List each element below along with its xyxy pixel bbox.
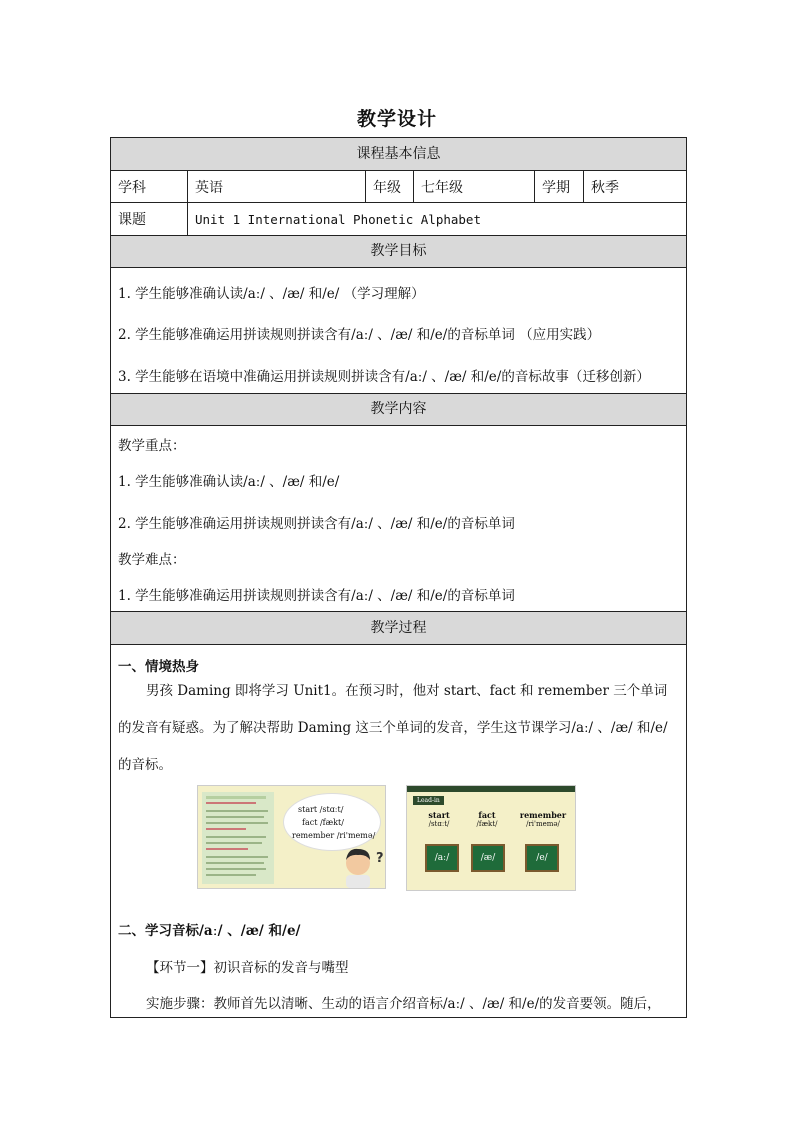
- sound-symbol: /e/: [536, 853, 548, 863]
- lead-in-word: remember: [519, 810, 567, 820]
- slide-image-textbook: [197, 785, 386, 889]
- chalkboard-sound: [525, 844, 559, 872]
- slide-word-line: start /stɑːt/: [298, 805, 344, 814]
- topic-label: 课题: [111, 203, 188, 235]
- page-title: 教学设计: [356, 108, 437, 130]
- section-header-content: 教学内容: [111, 394, 686, 426]
- slide-top-bar: [407, 786, 576, 792]
- section-header-process: 教学过程: [111, 612, 686, 645]
- section-header-objectives: 教学目标: [111, 236, 686, 268]
- objective-item: 2. 学生能够准确运用拼读规则拼读含有/aː/ 、/æ/ 和/e/的音标单词 （应用实践）: [118, 327, 601, 343]
- slide-word-line: fact /fækt/: [302, 818, 344, 827]
- objective-item: 3. 学生能够在语境中准确运用拼读规则拼读含有/aː/ 、/æ/ 和/e/的音标故事（迁移创新）: [118, 369, 650, 385]
- process-body: [111, 645, 686, 1017]
- section-header-basic-info: 课程基本信息: [111, 138, 686, 171]
- word-column-remember: [515, 810, 571, 828]
- step1-title: 【环节一】初识音标的发音与嘴型: [146, 960, 349, 976]
- word-column-fact: [469, 810, 505, 828]
- warmup-paragraph: 男孩 Daming 即将学习 Unit1。在预习时，他对 start、fact 和 remember 三个单词的发音有疑惑。为了解决帮助 Daming 这三个单词的发音，学生这节课学习/aː/ 、/æ/ 和/e/的音标。: [118, 683, 668, 773]
- chalkboard-sound: [425, 844, 459, 872]
- subject-label: 学科: [111, 171, 188, 202]
- lead-in-badge: Lead-in: [413, 796, 444, 805]
- step1-text: 实施步骤：教师首先以清晰、生动的语言介绍音标/aː/ 、/æ/ 和/e/的发音要领。随后，: [146, 996, 661, 1012]
- sound-symbol: /aː/: [434, 853, 450, 863]
- topic-row: [111, 203, 686, 236]
- lesson-plan-table: [110, 137, 687, 1018]
- chalkboard-sound: [471, 844, 505, 872]
- slide-image-lead-in: [406, 785, 576, 891]
- word-column-start: [419, 810, 459, 828]
- key-point-item: 2. 学生能够准确运用拼读规则拼读含有/aː/ 、/æ/ 和/e/的音标单词: [118, 516, 515, 532]
- sound-symbol: /æ/: [480, 853, 496, 863]
- objectives-body: [111, 268, 686, 394]
- info-row: [111, 171, 686, 203]
- difficult-point-item: 1. 学生能够准确运用拼读规则拼读含有/aː/ 、/æ/ 和/e/的音标单词: [118, 588, 515, 604]
- grade-value: 七年级: [414, 171, 535, 202]
- difficult-points-label: 教学难点：: [118, 552, 186, 568]
- key-point-item: 1. 学生能够准确认读/aː/ 、/æ/ 和/e/: [118, 474, 340, 490]
- section-title-warmup: 一、情境热身: [118, 659, 199, 675]
- svg-text:?: ?: [376, 851, 384, 866]
- lead-in-word: fact: [478, 810, 496, 820]
- slide-word-line: remember /ri'memə/: [292, 831, 376, 840]
- section-title-learn-sounds: 二、学习音标/aː/ 、/æ/ 和/e/: [118, 923, 301, 939]
- lead-in-word: start: [428, 810, 450, 820]
- topic-value: Unit 1 International Phonetic Alphabet: [195, 211, 481, 227]
- subject-value: 英语: [188, 171, 366, 202]
- term-label: 学期: [535, 171, 584, 202]
- textbook-page-thumbnail: [202, 792, 274, 884]
- grade-label: 年级: [366, 171, 414, 202]
- term-value: 秋季: [591, 179, 619, 196]
- lead-in-ipa: /fækt/: [476, 820, 498, 828]
- lead-in-ipa: /ri'memə/: [526, 820, 560, 828]
- lead-in-ipa: /stɑːt/: [428, 820, 450, 828]
- key-points-label: 教学重点：: [118, 438, 186, 454]
- boy-character-icon: [338, 846, 386, 888]
- objective-item: 1. 学生能够准确认读/aː/ 、/æ/ 和/e/ （学习理解）: [118, 286, 425, 302]
- content-body: [111, 426, 686, 612]
